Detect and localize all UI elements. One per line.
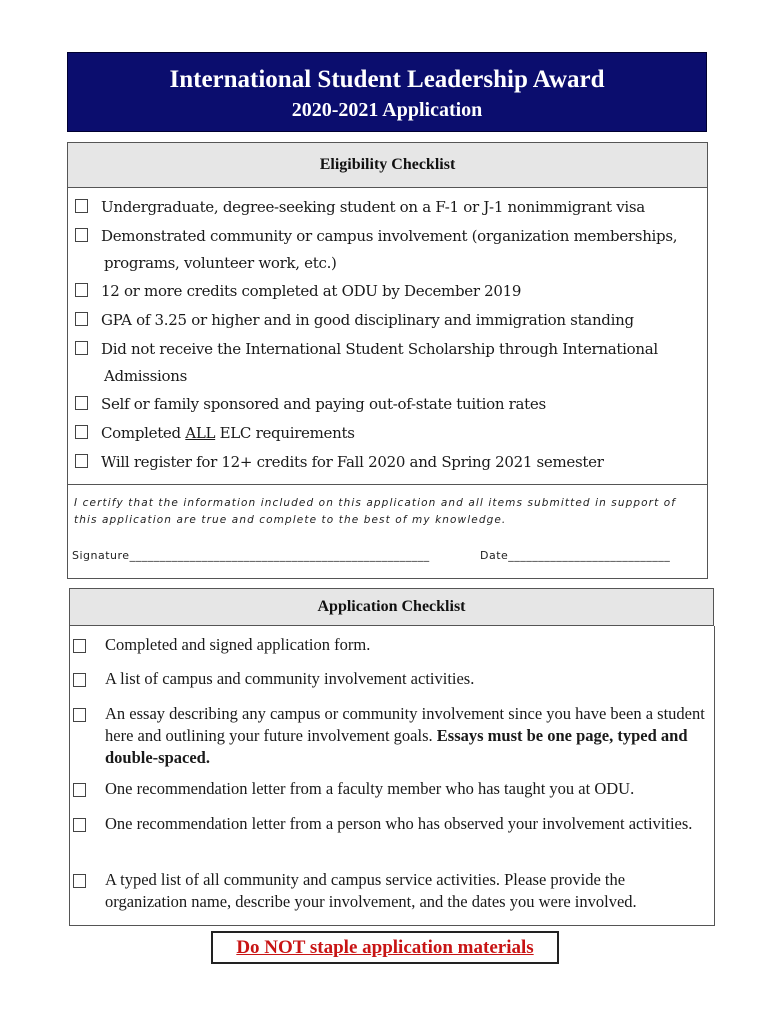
checkbox[interactable] bbox=[73, 818, 86, 832]
certification-statement: I certify that the information included on this application and all items submitted in support of this application are true and complete to the best of my knowledge. bbox=[74, 497, 677, 526]
eligibility-item: Completed ALL ELC requirements bbox=[75, 420, 355, 447]
eligibility-item: Demonstrated community or campus involvement (organization memberships, programs, volunteer work, etc.) bbox=[75, 223, 677, 277]
checkbox[interactable] bbox=[75, 396, 88, 410]
signature-field[interactable]: Signature__________________________________________________ bbox=[72, 549, 430, 562]
award-title: International Student Leadership Award bbox=[169, 66, 605, 93]
application-checklist-box: Completed and signed application form. A list of campus and community involvement activities. An essay describing any campus or community involvement since you have been a student here and outlining your future involvement goals. Essays must be one page, typed and double-spaced. One recommendation letter from a faculty member who has taught you at ODU. One recommendation letter from a person who has observed your involvement activities. A typed list of all community and campus service activities. Please provide the organization name, describe your involvement, and the dates you were involved. bbox=[69, 626, 715, 926]
eligibility-item: Self or family sponsored and paying out-of-state tuition rates bbox=[75, 391, 546, 418]
checkbox[interactable] bbox=[75, 341, 88, 355]
checkbox[interactable] bbox=[75, 283, 88, 297]
eligibility-item: Undergraduate, degree-seeking student on a F-1 or J-1 nonimmigrant visa bbox=[75, 194, 645, 221]
checkbox[interactable] bbox=[73, 874, 86, 888]
eligibility-item: GPA of 3.25 or higher and in good disciplinary and immigration standing bbox=[75, 307, 634, 334]
date-field[interactable]: Date___________________________ bbox=[480, 549, 671, 562]
application-checklist-heading: Application Checklist bbox=[69, 588, 714, 626]
checkbox[interactable] bbox=[73, 708, 86, 722]
checkbox[interactable] bbox=[73, 639, 86, 653]
checkbox[interactable] bbox=[73, 673, 86, 687]
checkbox[interactable] bbox=[75, 199, 88, 213]
checkbox[interactable] bbox=[75, 454, 88, 468]
checkbox[interactable] bbox=[75, 425, 88, 439]
eligibility-checklist-box bbox=[67, 188, 708, 485]
checkbox[interactable] bbox=[73, 783, 86, 797]
certification-box bbox=[67, 485, 708, 579]
eligibility-item: Will register for 12+ credits for Fall 2020 and Spring 2021 semester bbox=[75, 449, 604, 476]
eligibility-checklist-heading: Eligibility Checklist bbox=[67, 142, 708, 188]
award-subtitle: 2020-2021 Application bbox=[291, 99, 483, 121]
staple-notice: Do NOT staple application materials bbox=[211, 931, 559, 964]
eligibility-item: 12 or more credits completed at ODU by December 2019 bbox=[75, 278, 521, 305]
eligibility-item: Did not receive the International Student Scholarship through International Admissions bbox=[75, 336, 658, 390]
award-header-banner bbox=[67, 52, 707, 132]
checkbox[interactable] bbox=[75, 312, 88, 326]
checkbox[interactable] bbox=[75, 228, 88, 242]
